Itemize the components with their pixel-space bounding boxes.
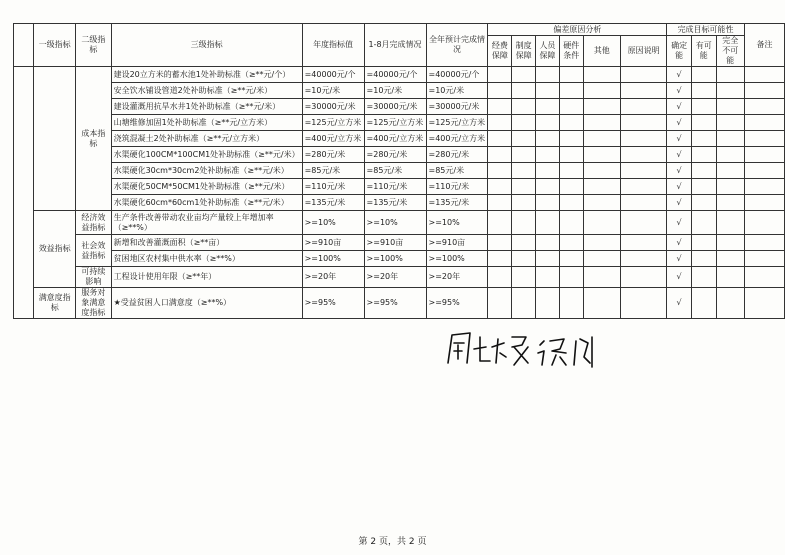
header-deviation: 偏差原因分析 (488, 24, 667, 36)
deviation-cell (559, 288, 583, 319)
deviation-cell (559, 267, 583, 288)
annual-value: =10元/米 (302, 83, 364, 99)
possible-cell (691, 179, 716, 195)
forecast-value: =10元/米 (426, 83, 488, 99)
deviation-cell (488, 67, 512, 83)
certain-check: √ (667, 147, 692, 163)
impossible-cell (716, 163, 744, 179)
impossible-cell (716, 195, 744, 211)
level2-econ: 经济效益指标 (76, 211, 111, 235)
deviation-cell (536, 67, 560, 83)
deviation-cell (583, 147, 620, 163)
deviation-cell (559, 163, 583, 179)
impossible-cell (716, 83, 744, 99)
deviation-cell (620, 251, 666, 267)
jan-aug-value: =85元/米 (364, 163, 426, 179)
deviation-cell (583, 115, 620, 131)
level3-indicator: ★受益贫困人口满意度（≥**%） (111, 288, 302, 319)
level2-cost: 成本指标 (76, 67, 111, 211)
deviation-cell (559, 195, 583, 211)
deviation-cell (512, 83, 536, 99)
deviation-cell (583, 251, 620, 267)
certain-check: √ (667, 83, 692, 99)
certain-check: √ (667, 131, 692, 147)
blank-col (14, 67, 34, 319)
deviation-cell (488, 251, 512, 267)
jan-aug-value: >=100% (364, 251, 426, 267)
deviation-cell (512, 267, 536, 288)
deviation-cell (583, 179, 620, 195)
jan-aug-value: =110元/米 (364, 179, 426, 195)
level3-indicator: 工程设计使用年限（≥**年） (111, 267, 302, 288)
forecast-value: >=95% (426, 288, 488, 319)
possible-cell (691, 147, 716, 163)
deviation-cell (583, 267, 620, 288)
forecast-value: >=10% (426, 211, 488, 235)
deviation-cell (488, 288, 512, 319)
deviation-cell (488, 211, 512, 235)
forecast-value: >=20年 (426, 267, 488, 288)
annual-value: =40000元/个 (302, 67, 364, 83)
header-poss-certain: 确定能 (667, 36, 692, 67)
possible-cell (691, 115, 716, 131)
impossible-cell (716, 67, 744, 83)
deviation-cell (536, 83, 560, 99)
deviation-cell (488, 83, 512, 99)
deviation-cell (620, 147, 666, 163)
impossible-cell (716, 179, 744, 195)
level3-indicator: 山塘维修加固1处补助标准（≥**元/立方米） (111, 115, 302, 131)
remark-cell (744, 99, 784, 115)
possible-cell (691, 195, 716, 211)
deviation-cell (620, 195, 666, 211)
deviation-cell (559, 67, 583, 83)
deviation-cell (583, 163, 620, 179)
certain-check: √ (667, 288, 692, 319)
page-footer: 第 2 页，共 2 页 (358, 537, 427, 547)
deviation-cell (536, 251, 560, 267)
remark-cell (744, 147, 784, 163)
annual-value: >=95% (302, 288, 364, 319)
annual-value: =85元/米 (302, 163, 364, 179)
table-row (14, 163, 785, 179)
possible-cell (691, 99, 716, 115)
forecast-value: =280元/米 (426, 147, 488, 163)
remark-cell (744, 195, 784, 211)
deviation-cell (559, 83, 583, 99)
deviation-cell (512, 195, 536, 211)
possible-cell (691, 67, 716, 83)
certain-check: √ (667, 251, 692, 267)
annual-value: >=910亩 (302, 235, 364, 251)
jan-aug-value: =400元/立方米 (364, 131, 426, 147)
remark-cell (744, 115, 784, 131)
jan-aug-value: =135元/米 (364, 195, 426, 211)
annual-value: =30000元/米 (302, 99, 364, 115)
annual-value: =280元/米 (302, 147, 364, 163)
impossible-cell (716, 288, 744, 319)
header-poss-impossible: 完全不可能 (716, 36, 744, 67)
impossible-cell (716, 235, 744, 251)
remark-cell (744, 131, 784, 147)
annual-value: >=20年 (302, 267, 364, 288)
deviation-cell (536, 288, 560, 319)
impossible-cell (716, 147, 744, 163)
deviation-cell (512, 147, 536, 163)
jan-aug-value: =280元/米 (364, 147, 426, 163)
deviation-cell (583, 99, 620, 115)
deviation-cell (536, 115, 560, 131)
remark-cell (744, 251, 784, 267)
forecast-value: =400元/立方米 (426, 131, 488, 147)
deviation-cell (583, 131, 620, 147)
table-row (14, 267, 785, 288)
deviation-cell (620, 267, 666, 288)
deviation-cell (559, 235, 583, 251)
signature-image (440, 323, 610, 373)
deviation-cell (488, 163, 512, 179)
deviation-cell (620, 163, 666, 179)
jan-aug-value: =30000元/米 (364, 99, 426, 115)
level3-indicator: 水渠硬化60cm*60cm1处补助标准（≥**元/米） (111, 195, 302, 211)
deviation-cell (536, 163, 560, 179)
certain-check: √ (667, 195, 692, 211)
remark-cell (744, 211, 784, 235)
deviation-cell (512, 67, 536, 83)
level3-indicator: 水渠硬化30cm*30cm2处补助标准（≥**元/米） (111, 163, 302, 179)
jan-aug-value: >=10% (364, 211, 426, 235)
deviation-cell (512, 288, 536, 319)
deviation-cell (620, 288, 666, 319)
certain-check: √ (667, 267, 692, 288)
deviation-cell (559, 147, 583, 163)
level3-indicator: 新增和改善灌溉面积（≥**亩） (111, 235, 302, 251)
table-row (14, 99, 785, 115)
deviation-cell (559, 99, 583, 115)
possible-cell (691, 235, 716, 251)
jan-aug-value: >=910亩 (364, 235, 426, 251)
level1-satisfaction: 满意度指标 (34, 288, 76, 319)
deviation-cell (583, 195, 620, 211)
deviation-cell (512, 131, 536, 147)
header-remark: 备注 (744, 24, 784, 67)
header-dev-system: 制度保障 (512, 36, 536, 67)
deviation-cell (488, 235, 512, 251)
deviation-cell (583, 288, 620, 319)
header-level2: 二级指标 (76, 24, 111, 67)
table-body (14, 67, 785, 319)
header-dev-other: 其他 (583, 36, 620, 67)
remark-cell (744, 267, 784, 288)
forecast-value: >=910亩 (426, 235, 488, 251)
deviation-cell (620, 99, 666, 115)
certain-check: √ (667, 115, 692, 131)
level2-satisfaction: 服务对象满意度指标 (76, 288, 111, 319)
possible-cell (691, 83, 716, 99)
table-row (14, 235, 785, 251)
header-level3: 三级指标 (111, 24, 302, 67)
jan-aug-value: >=95% (364, 288, 426, 319)
level2-social: 社会效益指标 (76, 235, 111, 267)
deviation-cell (536, 211, 560, 235)
level3-indicator: 水渠硬化100CM*100CM1处补助标准（≥**元/米） (111, 147, 302, 163)
deviation-cell (559, 211, 583, 235)
forecast-value: =125元/立方米 (426, 115, 488, 131)
table-row (14, 251, 785, 267)
level3-indicator: 安全饮水铺设管道2处补助标准（≥**元/米） (111, 83, 302, 99)
level3-indicator: 水渠硬化50CM*50CM1处补助标准（≥**元/米） (111, 179, 302, 195)
jan-aug-value: =40000元/个 (364, 67, 426, 83)
forecast-value: =85元/米 (426, 163, 488, 179)
jan-aug-value: =10元/米 (364, 83, 426, 99)
certain-check: √ (667, 179, 692, 195)
deviation-cell (620, 83, 666, 99)
certain-check: √ (667, 235, 692, 251)
deviation-cell (488, 179, 512, 195)
level3-indicator: 生产条件改善带动农业亩均产量较上年增加率（≥**%） (111, 211, 302, 235)
possible-cell (691, 288, 716, 319)
deviation-cell (512, 235, 536, 251)
remark-cell (744, 288, 784, 319)
certain-check: √ (667, 99, 692, 115)
table-row (14, 83, 785, 99)
header-dev-reason: 原因说明 (620, 36, 666, 67)
level3-indicator: 建设20立方米的蓄水池1处补助标准（≥**元/个） (111, 67, 302, 83)
deviation-cell (559, 179, 583, 195)
table-row (14, 195, 785, 211)
remark-cell (744, 179, 784, 195)
deviation-cell (536, 267, 560, 288)
possible-cell (691, 251, 716, 267)
possible-cell (691, 211, 716, 235)
deviation-cell (536, 131, 560, 147)
deviation-cell (488, 267, 512, 288)
remark-cell (744, 163, 784, 179)
certain-check: √ (667, 67, 692, 83)
remark-cell (744, 235, 784, 251)
table-row (14, 131, 785, 147)
annual-value: =110元/米 (302, 179, 364, 195)
impossible-cell (716, 267, 744, 288)
header-forecast: 全年预计完成情况 (426, 24, 488, 67)
jan-aug-value: >=20年 (364, 267, 426, 288)
impossible-cell (716, 251, 744, 267)
jan-aug-value: =125元/立方米 (364, 115, 426, 131)
level1-benefit: 效益指标 (34, 211, 76, 288)
certain-check: √ (667, 163, 692, 179)
deviation-cell (536, 147, 560, 163)
deviation-cell (512, 115, 536, 131)
header-jan-aug: 1-8月完成情况 (364, 24, 426, 67)
deviation-cell (620, 235, 666, 251)
table-row (14, 147, 785, 163)
header-annual: 年度指标值 (302, 24, 364, 67)
deviation-cell (488, 147, 512, 163)
deviation-cell (488, 131, 512, 147)
annual-value: =400元/立方米 (302, 131, 364, 147)
possible-cell (691, 163, 716, 179)
deviation-cell (536, 195, 560, 211)
deviation-cell (512, 179, 536, 195)
level2-sustain: 可持续影响 (76, 267, 111, 288)
table-row (14, 288, 785, 319)
deviation-cell (620, 67, 666, 83)
forecast-value: =110元/米 (426, 179, 488, 195)
deviation-cell (620, 115, 666, 131)
deviation-cell (559, 115, 583, 131)
header-blank (14, 24, 34, 67)
deviation-cell (559, 251, 583, 267)
deviation-cell (488, 195, 512, 211)
deviation-cell (620, 211, 666, 235)
impossible-cell (716, 99, 744, 115)
header-poss-possible: 有可能 (691, 36, 716, 67)
table-row (14, 179, 785, 195)
forecast-value: =135元/米 (426, 195, 488, 211)
remark-cell (744, 67, 784, 83)
deviation-cell (583, 235, 620, 251)
level3-indicator: 浇筑混凝土2处补助标准（≥**元/立方米） (111, 131, 302, 147)
forecast-value: =40000元/个 (426, 67, 488, 83)
performance-table (13, 23, 785, 319)
remark-cell (744, 83, 784, 99)
certain-check: √ (667, 211, 692, 235)
table-row (14, 67, 785, 83)
deviation-cell (512, 99, 536, 115)
forecast-value: >=100% (426, 251, 488, 267)
deviation-cell (620, 179, 666, 195)
level1-cell (34, 67, 76, 211)
deviation-cell (583, 211, 620, 235)
forecast-value: =30000元/米 (426, 99, 488, 115)
annual-value: >=100% (302, 251, 364, 267)
impossible-cell (716, 115, 744, 131)
possible-cell (691, 131, 716, 147)
table-row (14, 115, 785, 131)
impossible-cell (716, 131, 744, 147)
level3-indicator: 建设灌溉用抗旱水井1处补助标准（≥**元/米） (111, 99, 302, 115)
possible-cell (691, 267, 716, 288)
deviation-cell (620, 131, 666, 147)
deviation-cell (583, 83, 620, 99)
level3-indicator: 贫困地区农村集中供水率（≥**%） (111, 251, 302, 267)
deviation-cell (512, 251, 536, 267)
header-level1: 一级指标 (34, 24, 76, 67)
deviation-cell (536, 99, 560, 115)
header-dev-hardware: 硬件条件 (559, 36, 583, 67)
deviation-cell (512, 163, 536, 179)
deviation-cell (559, 131, 583, 147)
annual-value: =135元/米 (302, 195, 364, 211)
impossible-cell (716, 211, 744, 235)
deviation-cell (536, 179, 560, 195)
deviation-cell (536, 235, 560, 251)
header-dev-funding: 经费保障 (488, 36, 512, 67)
table-row (14, 211, 785, 235)
deviation-cell (512, 211, 536, 235)
deviation-cell (583, 67, 620, 83)
annual-value: >=10% (302, 211, 364, 235)
header-dev-personnel: 人员保障 (536, 36, 560, 67)
header-possibility: 完成目标可能性 (667, 24, 745, 36)
deviation-cell (488, 115, 512, 131)
deviation-cell (488, 99, 512, 115)
annual-value: =125元/立方米 (302, 115, 364, 131)
